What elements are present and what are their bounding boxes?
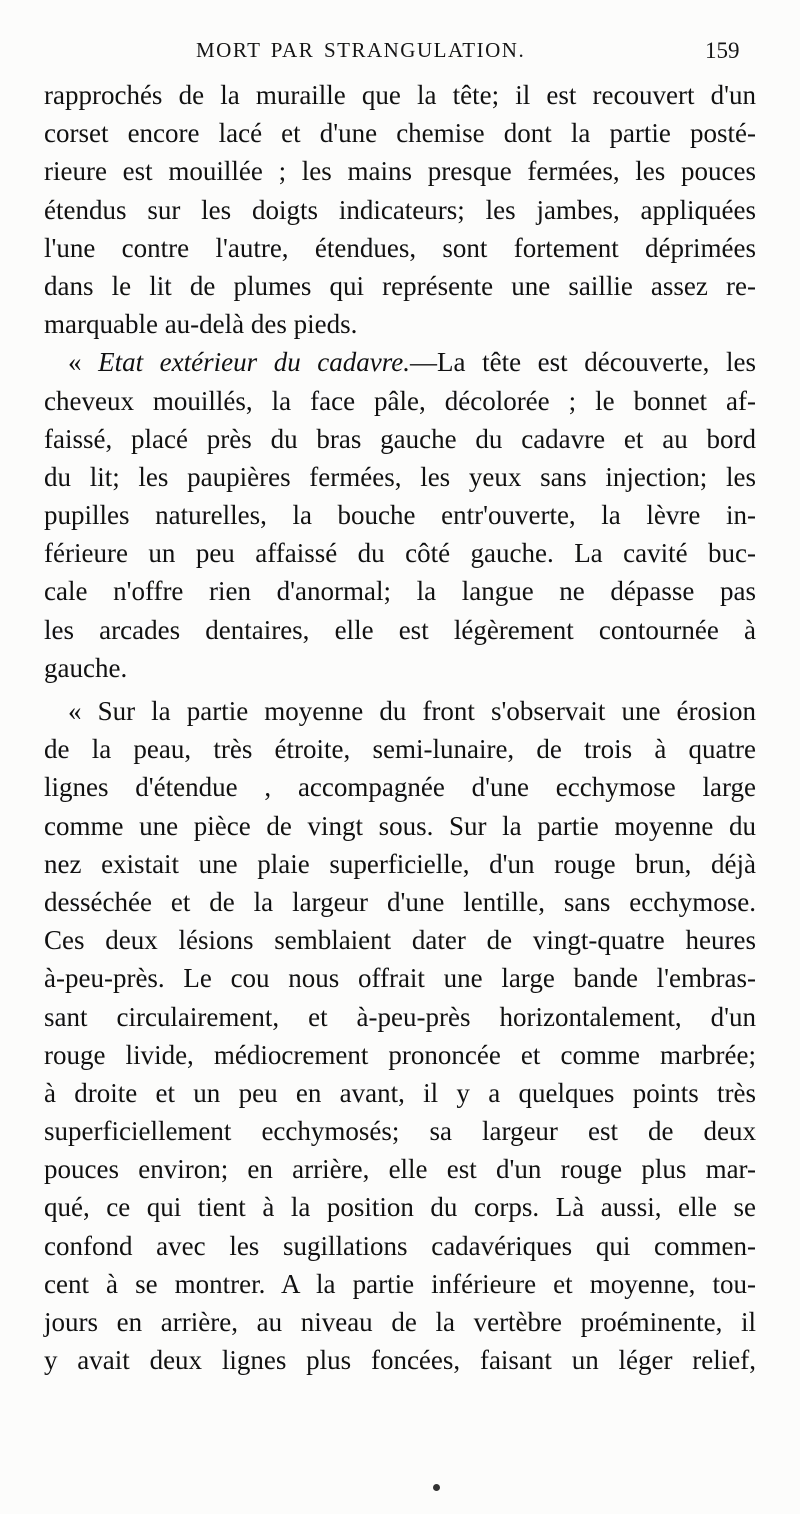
section-heading: Etat extérieur du cadavre. xyxy=(98,347,411,378)
paragraph-3 xyxy=(44,692,756,1379)
ink-speck xyxy=(433,1484,440,1491)
text-line: rapprochés de la muraille que la tête; il est recouvert d'un xyxy=(44,80,756,110)
text-line: les arcades dentaires, elle est légèrement contournée à xyxy=(44,614,756,645)
paragraph-lead-line xyxy=(44,343,756,381)
text-line: qué, ce qui tient à la position du corps. Là aussi, elle se xyxy=(44,1192,756,1223)
text-line: comme une pièce de vingt sous. Sur la partie moyenne du xyxy=(44,810,756,841)
text-line: cheveux mouillés, la face pâle, décolorée ; le bonnet af- xyxy=(44,385,756,416)
text-line: jours en arrière, au niveau de la vertèbre proéminente, il xyxy=(44,1307,756,1337)
text-line: corset encore lacé et d'une chemise dont la partie posté- xyxy=(44,118,756,149)
body-text xyxy=(44,76,756,1379)
text-line: l'une contre l'autre, étendues, sont fortement déprimées xyxy=(44,232,756,263)
text-line: de la peau, très étroite, semi-lunaire, de trois à quatre xyxy=(44,734,756,765)
text-line: du lit; les paupières fermées, les yeux sans injection; les xyxy=(44,461,756,492)
text-line: cale n'offre rien d'anormal; la langue ne dépasse pas xyxy=(44,576,756,607)
text-line: faissé, placé près du bras gauche du cadavre et au bord xyxy=(44,423,756,454)
text-line: étendus sur les doigts indicateurs; les jambes, appliquées xyxy=(44,194,756,225)
text-line: gauche. xyxy=(44,652,128,683)
text-line: férieure un peu affaissé du côté gauche. La cavité buc- xyxy=(44,538,756,569)
text-line: marquable au-delà des pieds. xyxy=(44,309,358,340)
text-line: pouces environ; en arrière, elle est d'un rouge plus mar- xyxy=(44,1154,756,1185)
text-line: pupilles naturelles, la bouche entr'ouverte, la lèvre in- xyxy=(44,500,756,531)
text-line: rieure est mouillée ; les mains presque fermées, les pouces xyxy=(44,156,756,187)
text-line: desséchée et de la largeur d'une lentille, sans ecchymose. xyxy=(44,886,756,917)
running-head: MORT PAR STRANGULATION. xyxy=(196,38,526,62)
text-line: rouge livide, médiocrement prononcée et comme marbrée; xyxy=(44,1039,756,1070)
text-line: « Sur la partie moyenne du front s'observait une érosion xyxy=(68,696,756,726)
text-line: dans le lit de plumes qui représente une saillie assez re- xyxy=(44,270,756,301)
text-line: y avait deux lignes plus foncées, faisant un léger relief, xyxy=(44,1345,756,1376)
text-line: sant circulairement, et à-peu-près horizontalement, d'un xyxy=(44,1001,756,1032)
opening-guillemet: « xyxy=(68,347,99,378)
lead-text: —La tête est découverte, les xyxy=(410,347,757,378)
paragraph-1 xyxy=(44,76,756,343)
text-line: confond avec les sugillations cadavériques qui commen- xyxy=(44,1230,756,1261)
text-line: à-peu-près. Le cou nous offrait une large bande l'embras- xyxy=(44,963,756,994)
page-number: 159 xyxy=(705,38,740,63)
text-line: superficiellement ecchymosés; sa largeur est de deux xyxy=(44,1116,756,1147)
text-line: cent à se montrer. A la partie inférieure et moyenne, tou- xyxy=(44,1268,756,1299)
text-line: à droite et un peu en avant, il y a quelques points très xyxy=(44,1077,756,1108)
text-line: Ces deux lésions semblaient dater de vingt-quatre heures xyxy=(44,925,756,956)
paragraph-2 xyxy=(44,343,756,687)
page-header xyxy=(0,38,800,72)
text-line: nez existait une plaie superficielle, d'un rouge brun, déjà xyxy=(44,848,756,879)
text-line: lignes d'étendue , accompagnée d'une ecchymose large xyxy=(44,772,756,803)
